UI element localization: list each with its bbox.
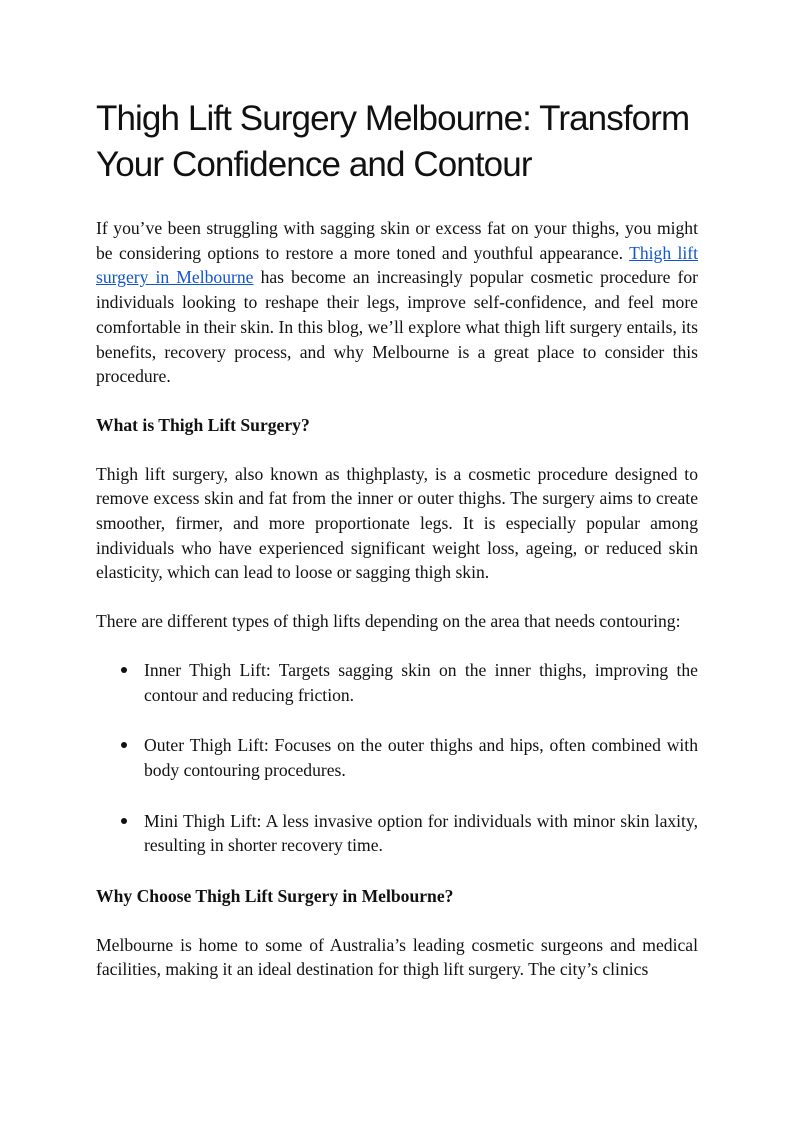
list-item-text: Outer Thigh Lift: Focuses on the outer thighs and hips, often combined with body contouring procedures. [144,735,698,780]
list-item [96,658,698,707]
list-item-text: Mini Thigh Lift: A less invasive option for individuals with minor skin laxity, resulting in shorter recovery time. [144,810,698,856]
intro-text-after: has become an increasingly popular cosmetic procedure for individuals looking to reshape their legs, improve self-confidence, and feel more comfortable in their skin. In this blog, we’ll explore what thigh lift surgery entails, its benefits, recovery process, and why Melbourne is a great place to consider this procedure. [96,267,699,387]
bullet-icon [121,667,127,673]
thigh-lift-types-list [96,658,698,858]
list-item-text: Inner Thigh Lift: Targets sagging skin on the inner thighs, improving the contour and reducing friction. [144,659,698,705]
why-melbourne-paragraph: Melbourne is home to some of Australia’s leading cosmetic surgeons and medical facilities, making it an ideal destination for thigh lift surgery. The city’s clinics [96,934,698,980]
list-item [96,809,698,858]
document-page [96,96,698,982]
thigh-lift-melbourne-link[interactable]: Thigh lift surgery in Melbourne [96,242,698,288]
bullet-icon [121,818,127,824]
intro-paragraph [96,216,698,389]
what-is-paragraph: Thigh lift surgery, also known as thighplasty, is a cosmetic procedure designed to remove excess skin and fat from the inner or outer thighs. The surgery aims to create smoother, firmer, and more proportionate legs. It is especially popular among individuals who have experienced significant weight loss, ageing, or reduced skin elasticity, which can lead to loose or sagging thigh skin. [96,463,698,583]
intro-text-before: If you’ve been struggling with sagging skin or excess fat on your thighs, you might be considering options to restore a more toned and youthful appearance. [96,218,698,263]
list-item [96,733,698,782]
section-heading-what-is: What is Thigh Lift Surgery? [96,414,310,435]
bullet-icon [121,742,127,748]
page-title: Thigh Lift Surgery Melbourne: Transform Your Confidence and Contour [96,99,690,184]
section-heading-why-melbourne: Why Choose Thigh Lift Surgery in Melbourne? [96,886,454,907]
types-intro-paragraph: There are different types of thigh lifts depending on the area that needs contouring: [96,611,681,632]
